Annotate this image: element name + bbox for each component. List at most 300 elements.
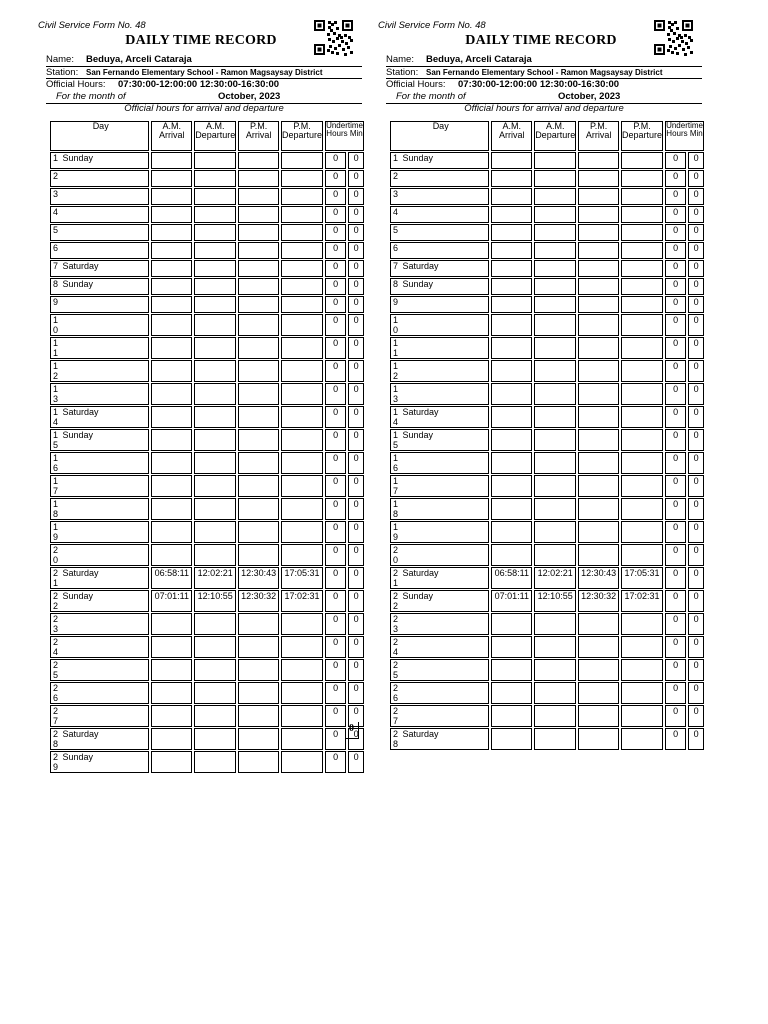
day-name: Sunday	[400, 279, 434, 289]
undertime-minutes-cell: 0	[348, 188, 364, 205]
undertime-minutes-cell: 0	[348, 636, 364, 658]
total-box: 0	[345, 722, 359, 739]
day-cell	[50, 260, 149, 277]
day-cell	[390, 452, 489, 474]
pm-departure-cell	[621, 682, 663, 704]
pm-arrival-cell	[238, 188, 279, 205]
pm-departure-cell	[621, 728, 663, 750]
pm-departure-cell	[621, 170, 663, 187]
day-cell	[390, 296, 489, 313]
am-arrival-cell	[151, 475, 192, 497]
undertime-hours-cell: 0	[325, 590, 346, 612]
day-number: 13	[53, 384, 59, 404]
dtr-header-row	[50, 121, 364, 151]
undertime-hours-cell: 0	[665, 278, 686, 295]
am-departure-cell	[534, 360, 576, 382]
undertime-minutes-cell: 0	[348, 728, 364, 750]
am-departure-cell	[534, 705, 576, 727]
day-row	[50, 296, 364, 313]
day-number: 7	[393, 261, 399, 271]
undertime-minutes-cell: 0	[688, 337, 704, 359]
undertime-minutes-cell: 0	[688, 636, 704, 658]
am-departure-cell	[534, 337, 576, 359]
pm-arrival-cell	[578, 682, 619, 704]
col-am-arrival: A.M. Arrival	[151, 121, 192, 151]
am-departure-cell	[534, 613, 576, 635]
day-name: Saturday	[400, 407, 439, 417]
am-departure-cell	[194, 452, 236, 474]
day-cell	[50, 170, 149, 187]
day-row	[390, 314, 704, 336]
am-departure-cell: 12:10:55	[194, 590, 236, 612]
day-row	[390, 475, 704, 497]
day-cell	[50, 682, 149, 704]
day-number: 24	[53, 637, 59, 657]
undertime-hours-cell: 0	[325, 224, 346, 241]
pm-arrival-cell	[238, 206, 279, 223]
day-number: 12	[393, 361, 399, 381]
day-number: 21	[53, 568, 59, 588]
undertime-minutes-cell: 0	[348, 206, 364, 223]
undertime-minutes-cell: 0	[348, 590, 364, 612]
pm-arrival-cell	[238, 224, 279, 241]
day-row	[390, 452, 704, 474]
day-row	[50, 360, 364, 382]
am-arrival-cell	[491, 360, 532, 382]
am-departure-cell	[194, 337, 236, 359]
pm-arrival-cell	[578, 278, 619, 295]
am-departure-cell	[534, 278, 576, 295]
day-number: 27	[393, 706, 399, 726]
am-arrival-cell	[491, 682, 532, 704]
pm-arrival-cell	[578, 314, 619, 336]
undertime-hours-cell: 0	[325, 613, 346, 635]
col-pm-arrival: P.M. Arrival	[238, 121, 279, 151]
day-row	[50, 260, 364, 277]
day-number: 6	[393, 243, 399, 253]
day-cell	[50, 188, 149, 205]
pm-departure-cell	[621, 452, 663, 474]
am-arrival-cell	[151, 682, 192, 704]
pm-arrival-cell	[578, 728, 619, 750]
pm-departure-cell	[621, 544, 663, 566]
undertime-hours-cell: 0	[325, 337, 346, 359]
undertime-minutes-cell: 0	[348, 278, 364, 295]
undertime-hours-cell: 0	[325, 360, 346, 382]
am-arrival-cell	[491, 383, 532, 405]
day-cell	[390, 429, 489, 451]
day-number: 10	[53, 315, 59, 335]
pm-departure-cell	[621, 260, 663, 277]
employee-name: Beduya, Arceli Cataraja	[426, 54, 532, 65]
am-departure-cell	[534, 544, 576, 566]
day-cell	[390, 728, 489, 750]
pm-departure-cell	[281, 751, 323, 773]
am-departure-cell	[194, 383, 236, 405]
pm-arrival-cell	[578, 152, 619, 169]
day-row	[50, 278, 364, 295]
undertime-hours-cell: 0	[665, 337, 686, 359]
am-departure-cell	[194, 521, 236, 543]
pm-arrival-cell	[238, 705, 279, 727]
day-cell	[50, 590, 149, 612]
am-departure-cell	[194, 498, 236, 520]
pm-arrival-cell	[238, 360, 279, 382]
pm-departure-cell	[281, 360, 323, 382]
undertime-hours-cell: 0	[325, 659, 346, 681]
pm-departure-cell	[621, 498, 663, 520]
day-cell	[50, 498, 149, 520]
pm-arrival-cell	[578, 705, 619, 727]
am-departure-cell	[194, 278, 236, 295]
qr-code-icon	[314, 20, 354, 56]
day-row	[390, 406, 704, 428]
day-cell	[390, 224, 489, 241]
am-departure-cell	[194, 682, 236, 704]
am-arrival-cell	[491, 452, 532, 474]
pm-arrival-cell: 12:30:43	[238, 567, 279, 589]
undertime-minutes-cell: 0	[688, 383, 704, 405]
day-name: Sunday	[400, 153, 434, 163]
col-undertime: Undertime Hours Min	[325, 121, 364, 151]
day-row	[390, 429, 704, 451]
am-departure-cell	[534, 152, 576, 169]
day-row	[50, 751, 364, 773]
am-arrival-cell	[491, 296, 532, 313]
form-title: DAILY TIME RECORD	[125, 33, 277, 48]
am-departure-cell	[534, 452, 576, 474]
pm-arrival-cell	[238, 682, 279, 704]
col-am-arrival: A.M. Arrival	[491, 121, 532, 151]
pm-departure-cell	[621, 705, 663, 727]
day-row	[390, 296, 704, 313]
month-value: October, 2023	[558, 91, 621, 102]
day-cell	[50, 296, 149, 313]
day-row	[50, 406, 364, 428]
undertime-hours-cell: 0	[325, 498, 346, 520]
day-number: 26	[53, 683, 59, 703]
day-cell	[390, 590, 489, 612]
am-arrival-cell	[491, 498, 532, 520]
undertime-minutes-cell: 0	[688, 567, 704, 589]
pm-arrival-cell	[238, 383, 279, 405]
am-departure-cell	[194, 242, 236, 259]
undertime-minutes-cell: 0	[688, 170, 704, 187]
undertime-hours-cell: 0	[665, 659, 686, 681]
pm-arrival-cell: 12:30:32	[238, 590, 279, 612]
day-number: 5	[393, 225, 399, 235]
day-cell	[50, 452, 149, 474]
undertime-minutes-cell: 0	[348, 224, 364, 241]
dtr-table	[48, 120, 366, 774]
day-row	[390, 260, 704, 277]
month-label: For the month of	[56, 91, 126, 102]
am-departure-cell	[534, 242, 576, 259]
day-name: Saturday	[60, 568, 99, 578]
am-departure-cell	[534, 314, 576, 336]
undertime-hours-cell: 0	[325, 406, 346, 428]
day-name: Sunday	[400, 591, 434, 601]
pm-departure-cell	[621, 152, 663, 169]
day-name: Sunday	[60, 752, 94, 762]
am-departure-cell	[534, 521, 576, 543]
day-number: 3	[53, 189, 59, 199]
pm-arrival-cell	[238, 242, 279, 259]
undertime-hours-cell: 0	[325, 705, 346, 727]
day-row	[50, 705, 364, 727]
day-number: 24	[393, 637, 399, 657]
day-cell	[390, 521, 489, 543]
pm-departure-cell	[621, 406, 663, 428]
pm-arrival-cell	[578, 383, 619, 405]
day-cell	[50, 429, 149, 451]
undertime-minutes-cell: 0	[348, 406, 364, 428]
day-row	[390, 224, 704, 241]
undertime-hours-cell: 0	[665, 206, 686, 223]
undertime-hours-cell: 0	[665, 188, 686, 205]
day-row	[390, 705, 704, 727]
pm-departure-cell: 17:02:31	[621, 590, 663, 612]
pm-departure-cell	[621, 636, 663, 658]
undertime-minutes-cell: 0	[348, 682, 364, 704]
day-number: 29	[53, 752, 59, 772]
pm-arrival-cell	[238, 613, 279, 635]
day-row	[390, 206, 704, 223]
undertime-hours-cell: 0	[325, 544, 346, 566]
am-departure-cell	[194, 751, 236, 773]
am-arrival-cell	[151, 152, 192, 169]
am-departure-cell: 12:02:21	[194, 567, 236, 589]
am-departure-cell	[534, 498, 576, 520]
am-departure-cell	[194, 224, 236, 241]
undertime-hours-cell: 0	[325, 429, 346, 451]
day-row	[390, 682, 704, 704]
pm-arrival-cell	[238, 429, 279, 451]
am-arrival-cell	[491, 613, 532, 635]
day-cell	[50, 224, 149, 241]
undertime-minutes-cell: 0	[348, 613, 364, 635]
undertime-minutes-cell: 0	[688, 590, 704, 612]
pm-arrival-cell	[578, 521, 619, 543]
station-row	[46, 67, 362, 79]
pm-departure-cell	[281, 682, 323, 704]
day-number: 25	[393, 660, 399, 680]
undertime-hours-cell: 0	[665, 383, 686, 405]
day-cell	[390, 170, 489, 187]
pm-departure-cell	[621, 296, 663, 313]
undertime-hours-cell: 0	[325, 682, 346, 704]
day-row	[390, 544, 704, 566]
am-arrival-cell	[151, 452, 192, 474]
day-cell	[50, 705, 149, 727]
day-cell	[390, 682, 489, 704]
day-name: Sunday	[60, 279, 94, 289]
day-cell	[390, 360, 489, 382]
pm-arrival-cell	[238, 659, 279, 681]
day-number: 11	[53, 338, 59, 358]
pm-departure-cell	[281, 242, 323, 259]
day-row	[50, 636, 364, 658]
undertime-minutes-cell: 0	[688, 659, 704, 681]
day-row	[390, 613, 704, 635]
pm-departure-cell	[621, 206, 663, 223]
station-row	[386, 67, 702, 79]
day-row	[50, 521, 364, 543]
station-value: San Fernando Elementary School - Ramon Magsaysay District	[426, 68, 663, 77]
am-arrival-cell	[151, 751, 192, 773]
am-departure-cell	[194, 429, 236, 451]
am-arrival-cell	[491, 206, 532, 223]
undertime-hours-cell: 0	[325, 383, 346, 405]
col-am-departure: A.M. Departure	[534, 121, 576, 151]
am-arrival-cell	[491, 337, 532, 359]
pm-departure-cell	[281, 498, 323, 520]
pm-arrival-cell	[238, 152, 279, 169]
am-arrival-cell	[151, 206, 192, 223]
undertime-minutes-cell: 0	[348, 567, 364, 589]
pm-arrival-cell	[238, 475, 279, 497]
undertime-hours-cell: 0	[665, 314, 686, 336]
pm-arrival-cell	[578, 296, 619, 313]
day-number: 18	[393, 499, 399, 519]
am-arrival-cell	[151, 636, 192, 658]
day-name: Sunday	[400, 430, 434, 440]
day-row	[50, 314, 364, 336]
am-arrival-cell	[151, 659, 192, 681]
undertime-minutes-cell: 0	[348, 452, 364, 474]
am-arrival-cell	[151, 728, 192, 750]
day-row	[390, 636, 704, 658]
am-departure-cell	[194, 170, 236, 187]
day-number: 9	[393, 297, 399, 307]
col-pm-departure: P.M. Departure	[621, 121, 663, 151]
undertime-hours-cell: 0	[325, 296, 346, 313]
pm-departure-cell	[281, 152, 323, 169]
day-number: 15	[393, 430, 399, 450]
pm-departure-cell	[281, 429, 323, 451]
undertime-minutes-cell: 0	[688, 613, 704, 635]
am-arrival-cell	[151, 613, 192, 635]
day-row	[390, 188, 704, 205]
am-departure-cell	[194, 705, 236, 727]
am-arrival-cell	[491, 728, 532, 750]
day-cell	[390, 206, 489, 223]
am-arrival-cell	[151, 498, 192, 520]
undertime-hours-cell: 0	[665, 498, 686, 520]
am-departure-cell	[534, 296, 576, 313]
undertime-hours-cell: 0	[665, 429, 686, 451]
day-cell	[50, 360, 149, 382]
pm-departure-cell	[621, 242, 663, 259]
name-row	[46, 54, 362, 67]
day-name: Sunday	[60, 591, 94, 601]
am-departure-cell	[534, 406, 576, 428]
dtr-header-row	[390, 121, 704, 151]
day-row	[50, 498, 364, 520]
day-number: 2	[393, 171, 399, 181]
undertime-hours-cell: 0	[325, 152, 346, 169]
day-number: 21	[393, 568, 399, 588]
am-arrival-cell	[151, 278, 192, 295]
undertime-hours-cell: 0	[665, 260, 686, 277]
pm-arrival-cell	[578, 659, 619, 681]
col-undertime: Undertime Hours Min	[665, 121, 704, 151]
pm-departure-cell	[281, 224, 323, 241]
pm-departure-cell	[621, 278, 663, 295]
pm-departure-cell: 17:02:31	[281, 590, 323, 612]
name-row	[386, 54, 702, 67]
am-arrival-cell	[151, 260, 192, 277]
pm-departure-cell	[281, 613, 323, 635]
undertime-hours-cell: 0	[665, 682, 686, 704]
am-arrival-cell	[491, 152, 532, 169]
form-number: Civil Service Form No. 48	[38, 20, 146, 31]
pm-arrival-cell: 12:30:32	[578, 590, 619, 612]
undertime-minutes-cell: 0	[688, 406, 704, 428]
day-row	[50, 659, 364, 681]
pm-arrival-cell	[578, 498, 619, 520]
official-hours-note: Official hours for arrival and departure	[124, 103, 284, 114]
undertime-minutes-cell: 0	[348, 296, 364, 313]
am-arrival-cell	[491, 475, 532, 497]
day-number: 6	[53, 243, 59, 253]
pm-arrival-cell	[238, 728, 279, 750]
day-number: 17	[393, 476, 399, 496]
pm-arrival-cell	[578, 613, 619, 635]
day-cell	[390, 567, 489, 589]
undertime-hours-cell: 0	[665, 224, 686, 241]
undertime-minutes-cell: 0	[348, 337, 364, 359]
undertime-hours-cell: 0	[325, 567, 346, 589]
pm-departure-cell: 17:05:31	[281, 567, 323, 589]
day-number: 26	[393, 683, 399, 703]
day-row	[50, 170, 364, 187]
pm-arrival-cell	[238, 521, 279, 543]
day-cell	[390, 613, 489, 635]
undertime-hours-cell: 0	[665, 728, 686, 750]
am-departure-cell: 12:02:21	[534, 567, 576, 589]
undertime-hours-cell: 0	[665, 452, 686, 474]
dtr-form-left	[36, 0, 366, 772]
day-row	[50, 590, 364, 612]
day-cell	[50, 242, 149, 259]
undertime-hours-cell: 0	[325, 188, 346, 205]
am-arrival-cell	[151, 406, 192, 428]
pm-arrival-cell	[578, 337, 619, 359]
am-arrival-cell	[491, 314, 532, 336]
undertime-minutes-cell: 0	[688, 521, 704, 543]
day-cell	[390, 406, 489, 428]
day-cell	[390, 636, 489, 658]
pm-departure-cell	[281, 406, 323, 428]
col-pm-departure: P.M. Departure	[281, 121, 323, 151]
undertime-minutes-cell: 0	[688, 452, 704, 474]
pm-departure-cell	[621, 314, 663, 336]
am-arrival-cell	[151, 188, 192, 205]
pm-departure-cell	[281, 728, 323, 750]
am-arrival-cell	[151, 296, 192, 313]
am-departure-cell	[534, 260, 576, 277]
official-hours-label: Official Hours:	[386, 79, 446, 90]
day-row	[50, 224, 364, 241]
pm-arrival-cell	[238, 544, 279, 566]
pm-arrival-cell	[578, 242, 619, 259]
am-departure-cell	[534, 383, 576, 405]
undertime-minutes-cell: 0	[348, 705, 364, 727]
pm-arrival-cell	[578, 544, 619, 566]
dtr-form-right	[376, 0, 706, 749]
am-arrival-cell	[491, 188, 532, 205]
